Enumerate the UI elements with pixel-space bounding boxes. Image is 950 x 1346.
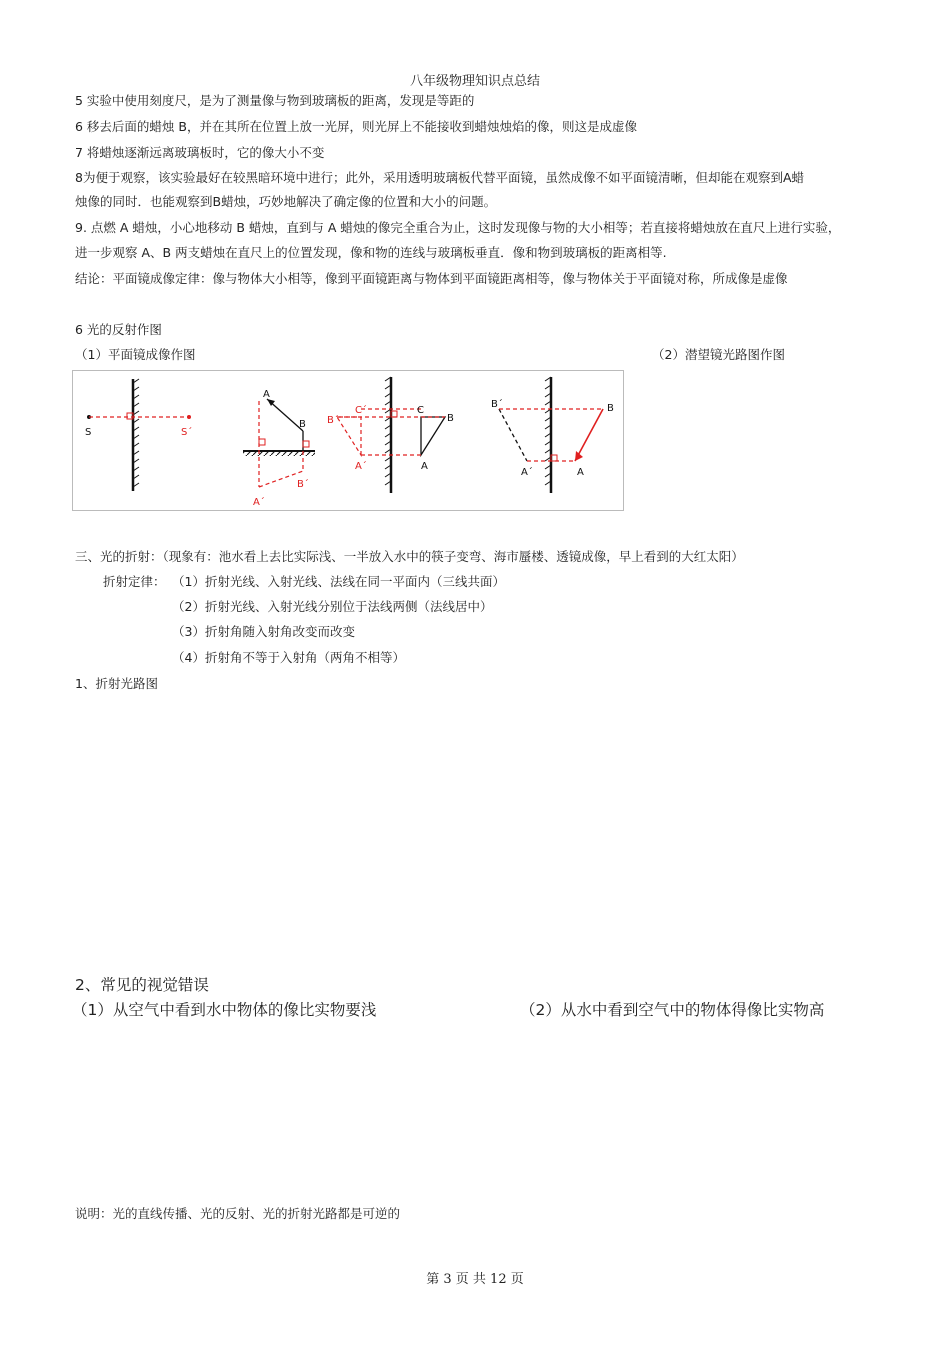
- label-s-image: S´: [181, 427, 193, 438]
- reflection-sub2: （2）潜望镜光路图作图: [652, 347, 785, 362]
- label-a-3: A: [421, 461, 428, 472]
- refraction-heading: 三、光的折射：（现象有：池水看上去比实际浅、一半放入水中的筷子变弯、海市蜃楼、透镜成像，早上看到的大红太阳）: [75, 549, 744, 564]
- line-5: 5 实验中使用刻度尺，是为了测量像与物到玻璃板的距离，发现是等距的: [75, 93, 475, 108]
- mirror-diagrams-svg: [73, 371, 623, 510]
- line-9b: 进一步观察 A、B 两支蜡烛在直尺上的位置发现，像和物的连线与玻璃板垂直．像和物到玻璃板的距离相等.: [75, 245, 667, 260]
- line-6: 6 移去后面的蜡烛 B，并在其所在位置上放一光屏，则光屏上不能接收到蜡烛烛焰的像，则这是成虚像: [75, 119, 637, 134]
- page-header-title: 八年级物理知识点总结: [409, 74, 540, 89]
- label-b-image-3: B´: [327, 415, 339, 426]
- diagram-horizontal-mirror: [243, 389, 315, 508]
- refraction-law-3: （3）折射角随入射角改变而改变: [172, 624, 355, 639]
- line-9a: 9. 点燃 A 蜡烛，小心地移动 B 蜡烛，直到与 A 蜡烛的像完全重合为止，这时发现像与物的大小相等；若直接将蜡烛放在直尺上进行实验，: [75, 220, 841, 235]
- label-a-image-2: A´: [253, 497, 265, 508]
- label-a-2: A: [263, 389, 270, 400]
- label-a-4: A: [577, 467, 584, 478]
- page-footer: 第 3 页 共 12 页: [426, 1272, 524, 1287]
- diagram-triangle: [327, 377, 454, 493]
- conclusion: 结论：平面镜成像定律：像与物体大小相等，像到平面镜距离与物体到平面镜距离相等，像与物体关于平面镜对称，所成像是虚像: [75, 271, 788, 286]
- label-b-3: B: [447, 413, 454, 424]
- label-b-4: B: [607, 403, 614, 414]
- mirror-figure: [72, 370, 624, 511]
- diagram-point-image: [85, 379, 192, 491]
- illusion-left: （1）从空气中看到水中物体的像比实物要浅: [72, 1001, 377, 1019]
- line-7: 7 将蜡烛逐渐远离玻璃板时，它的像大小不变: [75, 145, 325, 160]
- label-s: S: [85, 427, 92, 438]
- diagram-inclined-arrow: [491, 377, 614, 493]
- label-b-image-4: B´: [491, 399, 503, 410]
- reflection-title: 6 光的反射作图: [75, 322, 162, 337]
- refraction-sub1: 1、折射光路图: [75, 676, 158, 691]
- illusion-title: 2、常见的视觉错误: [75, 976, 209, 994]
- point-s-image: [187, 415, 191, 419]
- illusion-right: （2）从水中看到空气中的物体得像比实物高: [520, 1001, 825, 1019]
- label-a-image-4: A´: [521, 467, 533, 478]
- refraction-law-label: 折射定律：: [103, 574, 166, 589]
- line-8a: 8为便于观察，该实验最好在较黑暗环境中进行；此外，采用透明玻璃板代替平面镜，虽然成像不如平面镜清晰，但却能在观察到A蜡: [75, 170, 805, 185]
- note: 说明：光的直线传播、光的反射、光的折射光路都是可逆的: [75, 1206, 401, 1221]
- refraction-law-1: （1）折射光线、入射光线、法线在同一平面内（三线共面）: [172, 574, 505, 589]
- label-c-3: C: [417, 405, 424, 416]
- refraction-law-4: （4）折射角不等于入射角（两角不相等）: [172, 650, 405, 665]
- label-b-image-2: B´: [297, 479, 309, 490]
- label-a-image-3: A´: [355, 461, 367, 472]
- refraction-law-2: （2）折射光线、入射光线分别位于法线两侧（法线居中）: [172, 599, 493, 614]
- line-8b: 烛像的同时．也能观察到B蜡烛，巧妙地解决了确定像的位置和大小的问题。: [75, 194, 497, 209]
- reflection-sub1: （1）平面镜成像作图: [75, 347, 196, 362]
- label-c-image-3: C´: [355, 405, 367, 416]
- label-b-2: B: [299, 419, 306, 430]
